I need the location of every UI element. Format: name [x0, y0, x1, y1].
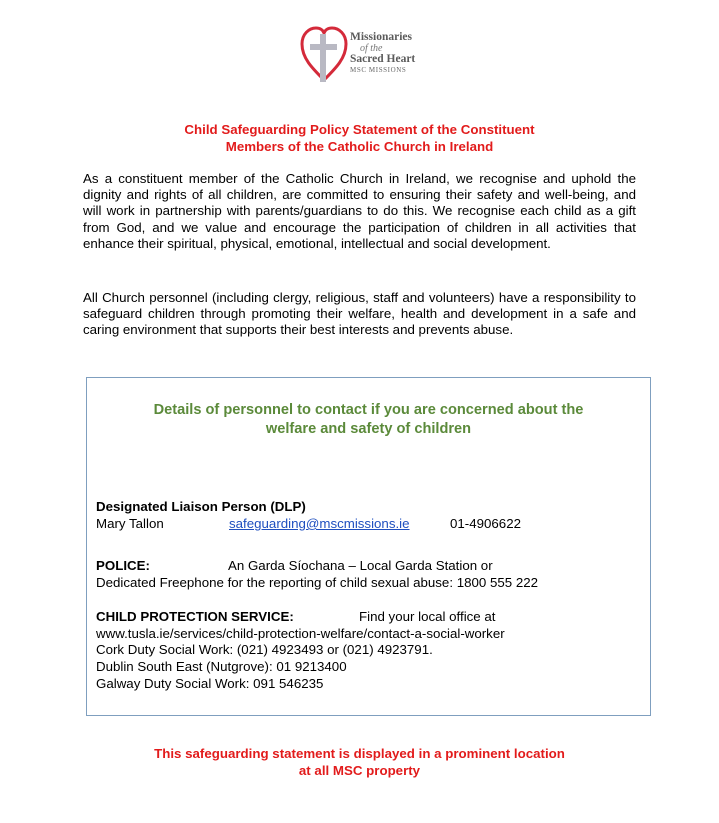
logo-line-2: of the [360, 43, 383, 54]
logo-line-3: Sacred Heart [350, 53, 416, 65]
contact-box-heading [87, 401, 650, 439]
logo-wordmark [350, 32, 415, 76]
cps-text: Find your local office at [359, 609, 496, 624]
cps-url[interactable]: www.tusla.ie/services/child-protection-welfare/contact-a-social-worker [96, 626, 505, 641]
policy-paragraph-2: All Church personnel (including clergy, religious, staff and volunteers) have a responsibility to safeguard children through promoting their welfare, health and development in a safe and caring environment that supports their best interests and prevents abuse. [83, 290, 636, 338]
cps-dublin: Dublin South East (Nutgrove): 01 9213400 [96, 659, 347, 674]
contact-box [86, 377, 651, 716]
policy-paragraph-1: As a constituent member of the Catholic Church in Ireland, we recognise and uphold the dignity and rights of all children, are committed to ensuring their safety and well-being, and will work in partnership with parents/guardians to do this. We recognise each child as a gift from God, and we value and encourage the participation of children in all activities that enhance their spiritual, physical, emotional, intellectual and social development. [83, 171, 636, 251]
police-label: POLICE: [96, 558, 150, 573]
cps-galway: Galway Duty Social Work: 091 546235 [96, 676, 324, 691]
dlp-label: Designated Liaison Person (DLP) [96, 499, 306, 514]
police-freephone: Dedicated Freephone for the reporting of child sexual abuse: 1800 555 222 [96, 575, 539, 590]
footer-line-1: This safeguarding statement is displayed in a prominent location [154, 746, 565, 761]
page-title [0, 121, 719, 155]
title-line-1: Child Safeguarding Policy Statement of the Constituent [184, 122, 535, 137]
dlp-phone: 01-4906622 [450, 516, 521, 531]
title-line-2: Members of the Catholic Church in Ireland [225, 139, 494, 154]
msc-logo [298, 22, 428, 86]
contact-heading-line-2: welfare and safety of children [265, 421, 472, 437]
contact-heading-line-1: Details of personnel to contact if you are concerned about the [153, 402, 584, 418]
cps-cork: Cork Duty Social Work: (021) 4923493 or (021) 4923791. [96, 642, 433, 657]
heart-cross-icon [298, 22, 350, 86]
dlp-email-link[interactable]: safeguarding@mscmissions.ie [229, 516, 410, 531]
logo-line-4: MSC MISSIONS [350, 66, 407, 74]
footer-line-2: at all MSC property [298, 763, 421, 778]
footer-notice [0, 745, 719, 779]
logo-line-1: Missionaries [350, 31, 412, 43]
police-text: An Garda Síochana – Local Garda Station or [228, 558, 493, 573]
cps-label: CHILD PROTECTION SERVICE: [96, 609, 294, 624]
dlp-name: Mary Tallon [96, 516, 164, 531]
